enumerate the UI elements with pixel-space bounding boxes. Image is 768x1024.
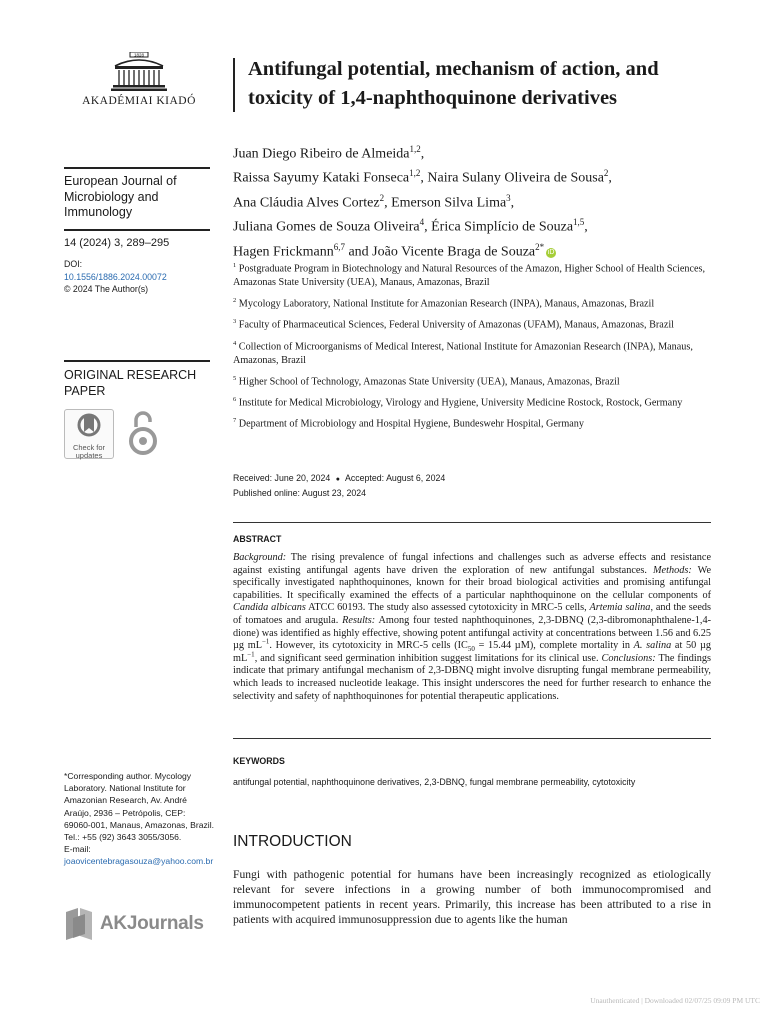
author-name: Juan Diego Ribeiro de Almeida — [233, 146, 410, 162]
affiliation-number: 1 — [233, 262, 237, 269]
bullet-separator: ● — [335, 476, 341, 483]
divider — [233, 522, 711, 523]
affiliation-number: 6 — [233, 395, 237, 403]
author-separator: , — [424, 220, 428, 236]
journal-citation: 14 (2024) 3, 289–295 — [64, 237, 170, 249]
affiliation-text: Collection of Microorganisms of Medical Interest, National Institute for Amazonian Research (INPA), Manaus, Amazonas, Brazil — [233, 341, 693, 366]
books-icon — [64, 906, 94, 942]
accepted-date: Accepted: August 6, 2024 — [344, 473, 446, 483]
affiliation-number: 5 — [233, 374, 237, 382]
abstract-heading: ABSTRACT — [233, 534, 282, 544]
keywords-heading: KEYWORDS — [233, 756, 285, 766]
corresponding-text: *Corresponding author. Mycology Laboratory. National Institute for Amazonian Research, Av. André Araújo, 2936 – Petrópolis, CEP: 69060-001, Manaus, Amazonas, Brazil. Tel.: +55 (92) 3643 3055/3056. — [64, 771, 215, 843]
building-icon — [109, 52, 169, 92]
published-date: Published online: August 23, 2024 — [233, 487, 367, 498]
article-dates — [233, 472, 711, 499]
author-separator: , — [384, 195, 388, 211]
affiliation-number: 7 — [233, 417, 237, 425]
author-affiliation-marker: 2* — [535, 241, 545, 252]
badges — [64, 409, 158, 459]
download-note: Unauthenticated | Downloaded 02/07/25 09:09 PM UTC — [590, 996, 760, 1005]
author-name: Raissa Sayumy Kataki Fonseca — [233, 171, 410, 187]
affiliation-text: Department of Microbiology and Hospital Hygiene, Bundeswehr Hospital, Germany — [238, 418, 584, 430]
author-separator: , — [420, 146, 425, 162]
doi-link[interactable]: 10.1556/1886.2024.00072 — [64, 271, 167, 282]
check-for-updates-label: Check for updates — [72, 443, 106, 460]
divider — [233, 738, 711, 739]
author-name: Emerson Silva Lima — [391, 195, 507, 211]
paper-type: ORIGINAL RESEARCH PAPER — [64, 368, 197, 398]
author-name: Érica Simplício de Souza — [431, 220, 574, 236]
journal-name: European Journal of Microbiology and Immunology — [64, 174, 177, 219]
affiliation-item — [233, 315, 711, 332]
affiliation-item — [233, 414, 711, 431]
affiliation-text: Mycology Laboratory, National Institute for Amazonian Research (INPA), Manaus, Amazonas, Brazil — [238, 298, 655, 310]
author-name: Juliana Gomes de Souza Oliveira — [233, 220, 420, 236]
author-name: Naira Sulany Oliveira de Sousa — [427, 171, 604, 187]
divider — [64, 229, 210, 231]
doi-block — [64, 258, 167, 296]
doi-label: DOI: — [64, 259, 83, 269]
akjournals-wordmark: AKJournals — [100, 913, 204, 934]
bookmark-icon — [77, 413, 101, 439]
title-accent-bar — [233, 58, 235, 112]
received-date: Received: June 20, 2024 — [233, 473, 331, 483]
author-affiliation-marker: 6,7 — [333, 241, 345, 252]
author-separator: and — [344, 244, 369, 260]
author-separator: , — [510, 195, 515, 211]
author-affiliation-marker: 2 — [603, 168, 609, 179]
email-label: E-mail: — [64, 844, 91, 855]
article-title: Antifungal potential, mechanism of action, and toxicity of 1,4-naphthoquinone derivatives — [248, 58, 659, 109]
affiliation-list — [233, 259, 711, 436]
author-affiliation-marker: 1,5 — [573, 217, 585, 228]
corresponding-author — [64, 770, 214, 868]
akjournals-logo[interactable] — [64, 906, 204, 942]
affiliation-text: Faculty of Pharmaceutical Sciences, Federal University of Amazonas (UFAM), Manaus, Amazonas, Brazil — [238, 319, 675, 331]
introduction-heading: INTRODUCTION — [233, 833, 352, 850]
affiliation-number: 3 — [233, 318, 237, 326]
affiliation-item — [233, 372, 711, 389]
check-for-updates-badge[interactable] — [64, 409, 114, 459]
affiliation-text: Postgraduate Program in Biotechnology and Natural Resources of the Amazon, Higher School of Health Sciences, Amazonas State University (UEA), Manaus, Amazonas, Brazil — [233, 263, 706, 288]
publisher-name: AKADÉMIAI KIADÓ — [82, 95, 196, 107]
logo-year: 1828 — [133, 52, 145, 58]
affiliation-item — [233, 337, 711, 367]
affiliation-text: Institute for Medical Microbiology, Virology and Hygiene, University Medicine Rostock, Rostock, Germany — [238, 397, 683, 409]
abstract-body: Background: The rising prevalence of fungal infections and challenges such as adverse effects and resistance against existing antifungal agents have driven the exploration of new antifungal substances. Methods: We specifically investigated naphthoquinones, known for their broad biological activities and promising antifungal capabilities. It specifically examined the effects of a particular naphthoquinone on the cellular components of Candida albicans ATCC 60193. The study also assessed cytotoxicity in MRC-5 cells, Artemia salina, and the seeds of tomatoes and arugula. Results: Among four tested naphthoquinones, 2,3-DBNQ (2,3-dibromonaphthalene-1,4-dione) was identified as highly effective, showing potent antifungal activity at concentrations between 1.56 and 6.25 µg $mL^{-1}$. However, its cytotoxicity in MRC-5 cells ($IC_{50} = 15.44$ µM), complete mortality in A. salina at 50 µg $mL^{-1}$, and significant seed germination inhibition suggest limitations for its clinical use. Conclusions: The findings indicate that primary antifungal mechanism of 2,3-DBNQ might involve disrupting fungal membrane permeability, which leads to increased nucleotide leakage. This insight underscores the need for further research to enhance the selectivity and safety of naphthoquinones for potential therapeutic applications. — [233, 552, 712, 702]
author-separator: , — [608, 171, 612, 187]
email-link[interactable]: joaovicentebragasouza@yahoo.com.br — [64, 856, 214, 867]
author-affiliation-marker: 2 — [379, 192, 385, 203]
affiliation-text: Higher School of Technology, Amazonas State University (UEA), Manaus, Amazonas, Brazil — [238, 375, 620, 387]
affiliation-item — [233, 393, 711, 410]
introduction-body: Fungi with pathogenic potential for humans have been increasingly recognized as etiologically relevant for severe infections in a growing number of both immunocompromised and immunocompetent patients in recent years. Primarily, this increase has been attributed to a rise in patients with acquired immunosuppression due to agents like the human — [233, 868, 711, 926]
affiliation-number: 2 — [233, 296, 237, 304]
author-name: João Vicente Braga de Souza — [372, 244, 536, 260]
author-separator: , — [584, 220, 588, 236]
publisher-logo — [64, 52, 214, 107]
open-access-icon — [128, 409, 158, 459]
copyright: © 2024 The Author(s) — [64, 284, 149, 294]
author-name: Ana Cláudia Alves Cortez — [233, 195, 380, 211]
author-separator: , — [420, 171, 424, 187]
divider — [64, 167, 210, 169]
author-list — [233, 140, 713, 262]
affiliation-item — [233, 259, 711, 289]
author-affiliation-marker: 4 — [419, 217, 425, 228]
author-affiliation-marker: 1,2 — [409, 168, 421, 179]
orcid-icon[interactable]: iD — [547, 249, 555, 257]
affiliation-item — [233, 294, 711, 311]
author-affiliation-marker: 3 — [506, 192, 511, 203]
divider — [64, 360, 210, 362]
author-affiliation-marker: 1,2 — [409, 144, 421, 154]
keywords-list: antifungal potential, naphthoquinone derivatives, 2,3-DBNQ, fungal membrane permeability, cytotoxicity — [233, 777, 636, 787]
author-name: Hagen Frickmann — [233, 244, 334, 260]
affiliation-number: 4 — [233, 339, 237, 347]
